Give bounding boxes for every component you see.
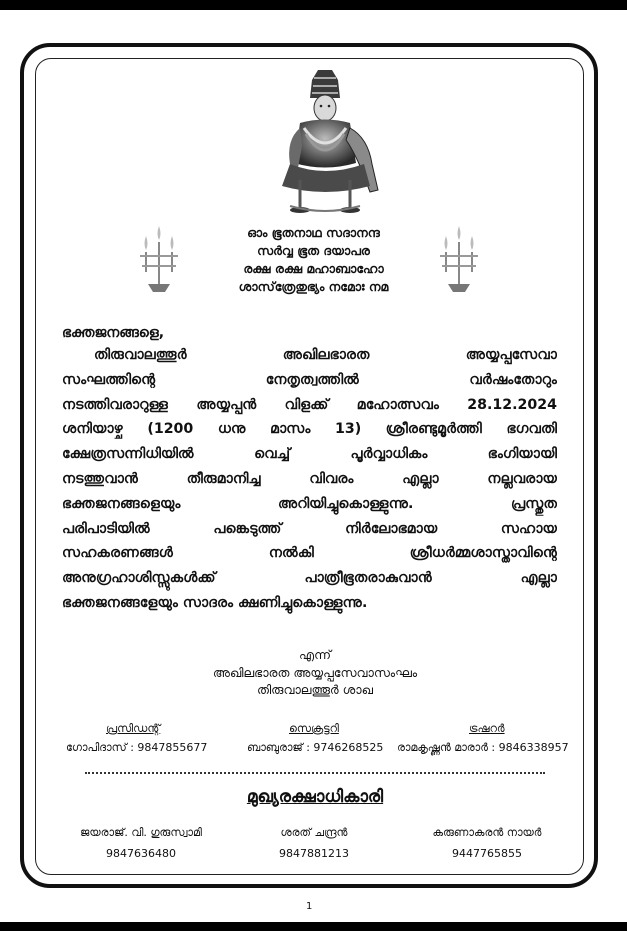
officer-treasurer: [397, 719, 569, 757]
body-line: ശനിയാഴ്ച (1200 ധനു മാസം 13) ശ്രീരണ്ടുമൂർത്തി ഭഗവതി: [62, 421, 557, 438]
signature-line: എന്ന്: [299, 647, 331, 662]
officer-secretary: [247, 719, 383, 757]
page-number: 1: [306, 901, 313, 912]
patron-phone: 9847636480: [106, 847, 176, 860]
mantra-line: ശാസ്‌ത്രേതുഭ്യം നമോഃ നമ: [238, 279, 389, 294]
patron-phone: 9447765855: [452, 847, 522, 860]
officer-role: പ്രസിഡന്റ്: [106, 722, 161, 735]
chief-patron-person: [229, 822, 399, 864]
body-line: സഹകരണങ്ങൾ നൽകി ശ്രീധർമ്മശാസ്താവിന്റെ: [62, 545, 557, 562]
body-line: നടത്തിവരാറുള്ള അയ്യപ്പൻ വിളക്ക് മഹോത്സവം 28.12.2024: [62, 396, 557, 413]
branch-name: തിരുവാലത്തൂർ ശാഖ: [257, 682, 373, 697]
officer-name-phone: രാമകൃഷ്ണൻ മാരാർ : 9846338957: [397, 741, 569, 754]
patron-phone: 9847881213: [279, 847, 349, 860]
patron-name: കരുണാകരൻ നായർ: [432, 826, 542, 839]
officer-president: [66, 719, 207, 757]
officer-name-phone: ഗോപിദാസ് : 9847855677: [66, 741, 208, 754]
body-line: പരിപാടിയിൽ പങ്കെടുത്ത് നിർലോഭമായ സഹായ: [62, 520, 557, 537]
body-line: അനുഗ്രഹാശിസ്സുകൾക്ക് പാത്രീഭൂതരാകുവാൻ എല്ലാ: [62, 570, 557, 587]
oil-lamp-left-icon: [132, 222, 187, 297]
body-line: ഭക്തജനങ്ങളേയും സാദരം ക്ഷണിച്ചുകൊള്ളുന്നു.: [62, 594, 368, 611]
patron-name: ജയരാജ്. വി. ഗുരുസ്വാമി: [80, 826, 202, 839]
body-line: നടത്തുവാൻ തീരുമാനിച്ച വിവരം എല്ലാ നല്ലവരായ: [62, 470, 557, 487]
patron-name: ശരത് ചന്ദ്രൻ: [280, 826, 348, 839]
deity-image-icon: [260, 68, 390, 216]
officer-role: സെക്രട്ടറി: [289, 722, 339, 735]
body-line: ഭക്തജനങ്ങളെയും അറിയിച്ചുകൊള്ളുന്നു. പ്രസ്തുത: [62, 495, 557, 512]
dotted-divider: [85, 772, 545, 774]
chief-patron-title: മുഖ്യരക്ഷാധികാരി: [246, 787, 384, 807]
body-line: ക്ഷേത്രസന്നിധിയിൽ വെച്ച് പൂർവ്വാധികം ഭംഗിയായി: [62, 446, 557, 463]
greeting: ഭക്തജനങ്ങളെ,: [62, 325, 165, 341]
body-line: സംഘത്തിന്റെ നേതൃത്വത്തിൽ വർഷംതോറും: [62, 371, 557, 388]
organization-name: അഖിലഭാരത അയ്യപ്പസേവാസംഘം: [212, 664, 418, 680]
mantra-block: [180, 224, 447, 296]
body-line: തിരുവാലത്തൂർ അഖിലഭാരത അയ്യപ്പസേവാ: [94, 347, 557, 363]
mantra-line: രക്ഷ രക്ഷ മഹാബാഹോ: [243, 261, 384, 276]
signature-block: [160, 646, 470, 699]
officer-name-phone: ബാബുരാജ് : 9746268525: [247, 741, 384, 754]
officer-role: ട്രഷറർ: [469, 722, 505, 735]
top-bar: [0, 0, 627, 10]
invitation-body: [62, 343, 557, 616]
mantra-line: ഓം ഭൂതനാഥ സദാനന്ദ: [247, 225, 380, 240]
chief-patron-person: [56, 822, 226, 864]
chief-patron-person: [402, 822, 572, 864]
mantra-line: സർവ്വ ഭൂത ദയാപര: [257, 243, 370, 258]
bottom-bar: [0, 922, 627, 931]
